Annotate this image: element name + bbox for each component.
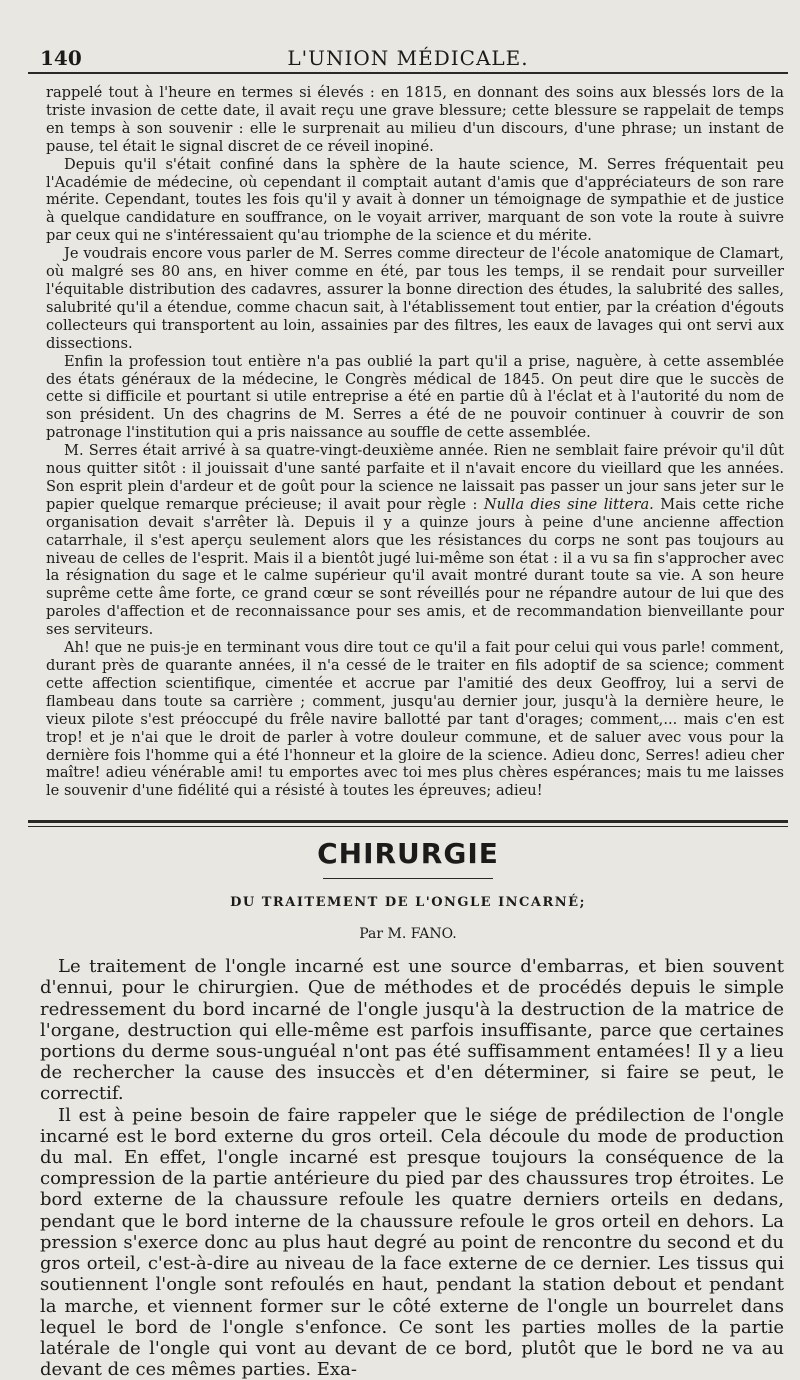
paragraph-with-motto	[46, 442, 784, 639]
article-author: Par M. FANO.	[359, 926, 457, 943]
paragraph: Le traitement de l'ongle incarné est une source d'embarras, et bien souvent d'ennui, pour le chirurgien. Que de méthodes et de procédés depuis le simple redressement du bord incarné de l'ongle jusqu'à la destruction de la matrice de l'organe, destruction qui elle-même est parfois insuffisante, parce que certaines portions du derme sous-unguéal n'ont pas été suffisamment entamées! Il y a lieu de rechercher la cause des insuccès et d'en déterminer, si faire se peut, le correctif.	[40, 956, 784, 1105]
latin-motto: Nulla dies sine littera.	[483, 495, 654, 513]
journal-title: L'UNION MÉDICALE.	[287, 46, 529, 70]
article-title: DU TRAITEMENT DE L'ONGLE INCARNÉ;	[230, 895, 586, 911]
section-underline	[323, 878, 493, 879]
article-body	[28, 942, 788, 1380]
paragraph: Depuis qu'il s'était confiné dans la sphère de la haute science, M. Serres fréquentait peu l'Académie de médecine, où cependant il comptait autant d'amis que d'appréciateurs de son rare mérite. Cependant, toutes les fois qu'il y avait à donner un témoignage de sympathie et de justice à quelque candidature en souffrance, on le voyait arriver, marquant de son vote la route à suivre par ceux qui ne s'intéressaient qu'au triomphe de la science et du mérite.	[46, 155, 784, 245]
divider-thick	[28, 820, 788, 823]
section-title: CHIRURGIE	[317, 837, 499, 871]
paragraph: Enfin la profession tout entière n'a pas oublié la part qu'il a prise, naguère, à cette assemblée des états généraux de la médecine, le Congrès médical de 1845. On peut dire que le succès de cette si difficile et pourtant si utile entreprise a été en partie dû à l'éclat et à l'autorité du nom de son président. Un des chagrins de M. Serres a été de ne pouvoir continuer à couvrir de son patronage l'institution qui a pris naissance au souffle de cette assemblée.	[46, 352, 784, 442]
paragraph-text: M. Serres était arrivé à sa quatre-vingt-deuxième année. Rien ne semblait faire prévoir qu'il dût nous quitter sitôt : il jouissait d'une santé parfaite et il n'avait encore du vieillard que les années. Son esprit plein d'ardeur et de goût pour la science ne laissait pas passer un jour sans jeter sur le papier quelque remarque précieuse; il avait pour règle :	[46, 442, 784, 513]
divider-thin	[28, 826, 788, 827]
paragraph: Il est à peine besoin de faire rappeler que le siége de prédilection de l'ongle incarné est le bord externe du gros orteil. Cela découle du mode de production du mal. En effet, l'ongle incarné est presque toujours la conséquence de la compression de la partie antérieure du pied par des chaussures trop étroites. Le bord externe de la chaussure refoule les quatre derniers orteils en dedans, pendant que le bord interne de la chaussure refoule le gros orteil en dehors. La pression s'exerce donc au plus haut degré au point de rencontre du second et du gros orteil, c'est-à-dire au niveau de la face externe de ce dernier. Les tissus qui soutiennent l'ongle sont refoulés en haut, pendant la station debout et pendant la marche, et viennent former sur le côté externe de l'ongle un bourrelet dans lequel le bord de l'ongle s'enfonce. Ce sont les parties molles de la partie latérale de l'ongle qui vont au devant de ce bord, plutôt que le bord ne va au devant de ces mêmes parties. Exa-	[40, 1104, 784, 1380]
paragraph-text: Mais cette riche organisation devait s'arrêter là. Depuis il y a quinze jours à peine d'une ancienne affection catarrhale, il s'est aperçu seulement alors que les résistances du corps ne sont pas toujours au niveau de celles de l'esprit. Mais il a bientôt jugé lui-même son état : il a vu sa fin s'approcher avec la résignation du sage et le calme supérieur qu'il avait montré durant toute sa vie. A son heure suprême cette âme forte, ce grand cœur se sont réveillés pour ne répandre autour de lui que des paroles d'affection et de reconnaissance pour ses amis, et de recommandation bienveillante pour ses serviteurs.	[46, 495, 785, 639]
obituary-text	[28, 74, 788, 800]
paragraph: Ah! que ne puis-je en terminant vous dire tout ce qu'il a fait pour celui qui vous parle! comment, durant près de quarante années, il n'a cessé de le traiter en fils adoptif de sa science; comment cette affection scientifique, cimentée et accrue par l'amitié des deux Geoffroy, lui a servi de flambeau dans toute sa carrière ; comment, jusqu'au dernier jour, jusqu'à la dernière heure, le vieux pilote s'est préoccupé du frêle navire ballotté par tant d'orages; comment,... mais c'en est trop! et je n'ai que le droit de parler à votre douleur commune, et de saluer avec vous pour la dernière fois l'homme qui a été l'honneur et la gloire de la science. Adieu donc, Serres! adieu cher maître! adieu vénérable ami! tu emportes avec toi mes plus chères espérances; mais tu me laisses le souvenir d'une fidélité qui a résisté à toutes les épreuves; adieu!	[46, 639, 784, 800]
paragraph: Je voudrais encore vous parler de M. Serres comme directeur de l'école anatomique de Clamart, où malgré ses 80 ans, en hiver comme en été, par tous les temps, il se rendait pour surveiller l'équitable distribution des cadavres, assurer la bonne direction des études, la salubrité des salles, salubrité qu'il a étendue, comme chacun sait, à l'établissement tout entier, par la création d'égouts collecteurs qui transportent au loin, assainies par des filtres, les eaux de lavages qui ont servi aux dissections.	[46, 245, 784, 352]
running-header	[28, 42, 788, 74]
page	[28, 0, 788, 1380]
page-number: 140	[40, 46, 82, 70]
paragraph: rappelé tout à l'heure en termes si élevés : en 1815, en donnant des soins aux blessés lors de la triste invasion de cette date, il avait reçu une grave blessure; cette blessure se rappelait de temps en temps à son souvenir : elle le surprenait au milieu d'un discours, d'une phrase; un instant de pause, tel était le signal discret de ce réveil inopiné.	[46, 84, 784, 155]
